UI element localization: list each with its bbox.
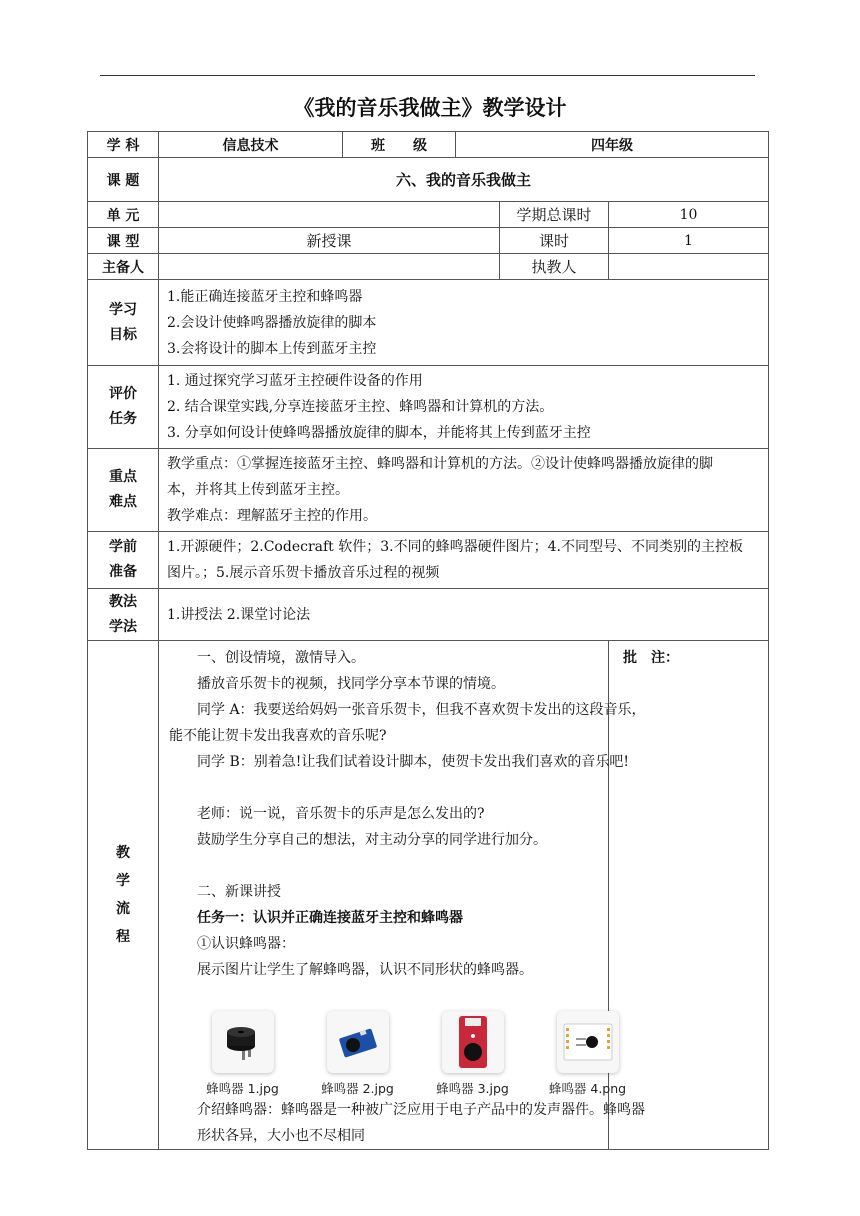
flow-line: 同学 A：我要送给妈妈一张音乐贺卡，但我不喜欢贺卡发出的这段音乐，: [197, 702, 646, 718]
key-points-line: 本，并将其上传到蓝牙主控。: [167, 482, 349, 498]
lesson-plan-table: [87, 131, 769, 1150]
label-goals: [88, 280, 159, 366]
label-hours: 课时: [500, 228, 609, 254]
buzzer-image-gallery: [185, 1011, 645, 1097]
row-goals: [88, 280, 769, 366]
row-subject: [88, 132, 769, 158]
flow-line: 老师：说一说，音乐贺卡的乐声是怎么发出的?: [197, 806, 485, 822]
buzzer-image-4: [533, 1011, 643, 1097]
buzzer-image-1: [188, 1011, 298, 1097]
flow-line: ①认识蜂鸣器：: [197, 936, 295, 952]
flow-line: 一、创设情境，激情导入。: [197, 650, 365, 666]
buzzer-caption-3: 蜂鸣器 3.jpg: [436, 1081, 509, 1096]
value-subject: 信息技术: [159, 132, 343, 158]
flow-line: 展示图片让学生了解蜂鸣器，认识不同形状的蜂鸣器。: [197, 962, 533, 978]
row-methods: [88, 589, 769, 641]
value-teacher: [609, 254, 769, 280]
label-teaching-flow: [88, 641, 159, 1150]
label-unit: 单 元: [88, 202, 159, 228]
label-evaluation-line2: 任务: [109, 411, 137, 427]
flow-line: 介绍蜂鸣器：蜂鸣器是一种被广泛应用于电子产品中的发声器件。蜂鸣器: [197, 1102, 645, 1118]
key-points-content: [159, 449, 769, 532]
annotation-column: 批 注：: [609, 641, 769, 1150]
label-type: 课 型: [88, 228, 159, 254]
prep-line: 图片。；5.展示音乐贺卡播放音乐过程的视频: [167, 565, 440, 581]
flow-line: 二、新课讲授: [197, 884, 281, 900]
label-evaluation: [88, 366, 159, 449]
flow-line: 播放音乐贺卡的视频，找同学分享本节课的情境。: [197, 676, 505, 692]
evaluation-item: 1. 通过探究学习蓝牙主控硬件设备的作用: [167, 373, 423, 389]
buzzer-caption-4: 蜂鸣器 4.png: [548, 1081, 627, 1096]
key-points-line: 教学重点：①掌握连接蓝牙主控、蜂鸣器和计算机的方法。②设计使蜂鸣器播放旋律的脚: [167, 456, 713, 472]
label-preparer: 主备人: [88, 254, 159, 280]
label-goals-line2: 目标: [109, 326, 137, 343]
row-teaching-flow: [88, 641, 769, 1150]
prep-line: 1.开源硬件；2.Codecraft 软件；3.不同的蜂鸣器硬件图片；4.不同型号、不同类别的主控板: [167, 539, 743, 555]
value-class: 四年级: [456, 132, 769, 158]
row-key-points: [88, 449, 769, 532]
buzzer-photo-2: [327, 1011, 389, 1073]
label-prep-line1: 学前: [109, 539, 137, 555]
teaching-flow-content: [159, 641, 646, 1150]
label-goals-line1: 学习: [109, 301, 137, 318]
evaluation-content: [159, 366, 769, 449]
row-type: [88, 228, 769, 254]
flow-line: 形状各异，大小也不尽相同: [197, 1128, 365, 1144]
row-unit: [88, 202, 769, 228]
label-key-points-line2: 难点: [109, 494, 137, 510]
document-title: 《我的音乐我做主》教学设计: [293, 96, 567, 120]
label-total-hours: 学期总课时: [500, 202, 609, 228]
label-methods-line2: 学法: [109, 618, 137, 635]
row-prep: [88, 532, 769, 589]
goals-content: [159, 280, 769, 366]
flow-label-char: 程: [116, 929, 130, 945]
label-topic: 课 题: [88, 158, 159, 202]
label-methods: [88, 589, 159, 641]
evaluation-item: 3. 分享如何设计使蜂鸣器播放旋律的脚本，并能将其上传到蓝牙主控: [167, 425, 591, 441]
flow-line: 能不能让贺卡发出我喜欢的音乐呢?: [169, 728, 387, 744]
value-type: 新授课: [159, 228, 500, 254]
key-points-line: 教学难点：理解蓝牙主控的作用。: [167, 508, 377, 524]
buzzer-image-3: [418, 1011, 528, 1097]
flow-line: [169, 853, 602, 879]
label-teacher: 执教人: [500, 254, 609, 280]
value-unit: [159, 202, 500, 228]
label-key-points-line1: 重点: [109, 469, 137, 485]
buzzer-caption-2: 蜂鸣器 2.jpg: [321, 1081, 394, 1096]
goal-item: 1.能正确连接蓝牙主控和蜂鸣器: [167, 288, 363, 305]
label-subject: 学 科: [88, 132, 159, 158]
methods-content: 1.讲授法 2.课堂讨论法: [159, 589, 769, 641]
row-topic: [88, 158, 769, 202]
goal-item: 3.会将设计的脚本上传到蓝牙主控: [167, 340, 377, 357]
buzzer-photo-4: [557, 1011, 619, 1073]
value-hours: 1: [609, 228, 769, 254]
prep-content: [159, 532, 769, 589]
value-total-hours: 10: [609, 202, 769, 228]
buzzer-photo-3: [442, 1011, 504, 1073]
goal-item: 2.会设计使蜂鸣器播放旋律的脚本: [167, 314, 377, 331]
buzzer-photo-1: [212, 1011, 274, 1073]
row-evaluation: [88, 366, 769, 449]
flow-line: 鼓励学生分享自己的想法，对主动分享的同学进行加分。: [197, 832, 547, 848]
header-rule: [100, 75, 755, 76]
flow-label-char: 教: [116, 845, 130, 861]
flow-line: [169, 775, 602, 801]
label-prep-line2: 准备: [109, 564, 137, 580]
flow-task-heading: 任务一：认识并正确连接蓝牙主控和蜂鸣器: [197, 910, 463, 926]
flow-label-char: 流: [116, 901, 130, 917]
buzzer-image-2: [303, 1011, 413, 1097]
evaluation-item: 2. 结合课堂实践,分享连接蓝牙主控、蜂鸣器和计算机的方法。: [167, 399, 554, 415]
flow-label-char: 学: [116, 873, 130, 889]
flow-line: 同学 B：别着急!让我们试着设计脚本，使贺卡发出我们喜欢的音乐吧!: [197, 754, 629, 770]
label-evaluation-line1: 评价: [109, 386, 137, 402]
buzzer-caption-1: 蜂鸣器 1.jpg: [206, 1081, 279, 1096]
label-key-points: [88, 449, 159, 532]
value-preparer: [159, 254, 500, 280]
value-topic: 六、我的音乐我做主: [159, 158, 769, 202]
label-methods-line1: 教法: [109, 593, 137, 610]
label-class: 班 级: [343, 132, 456, 158]
row-preparer: [88, 254, 769, 280]
label-prep: [88, 532, 159, 589]
